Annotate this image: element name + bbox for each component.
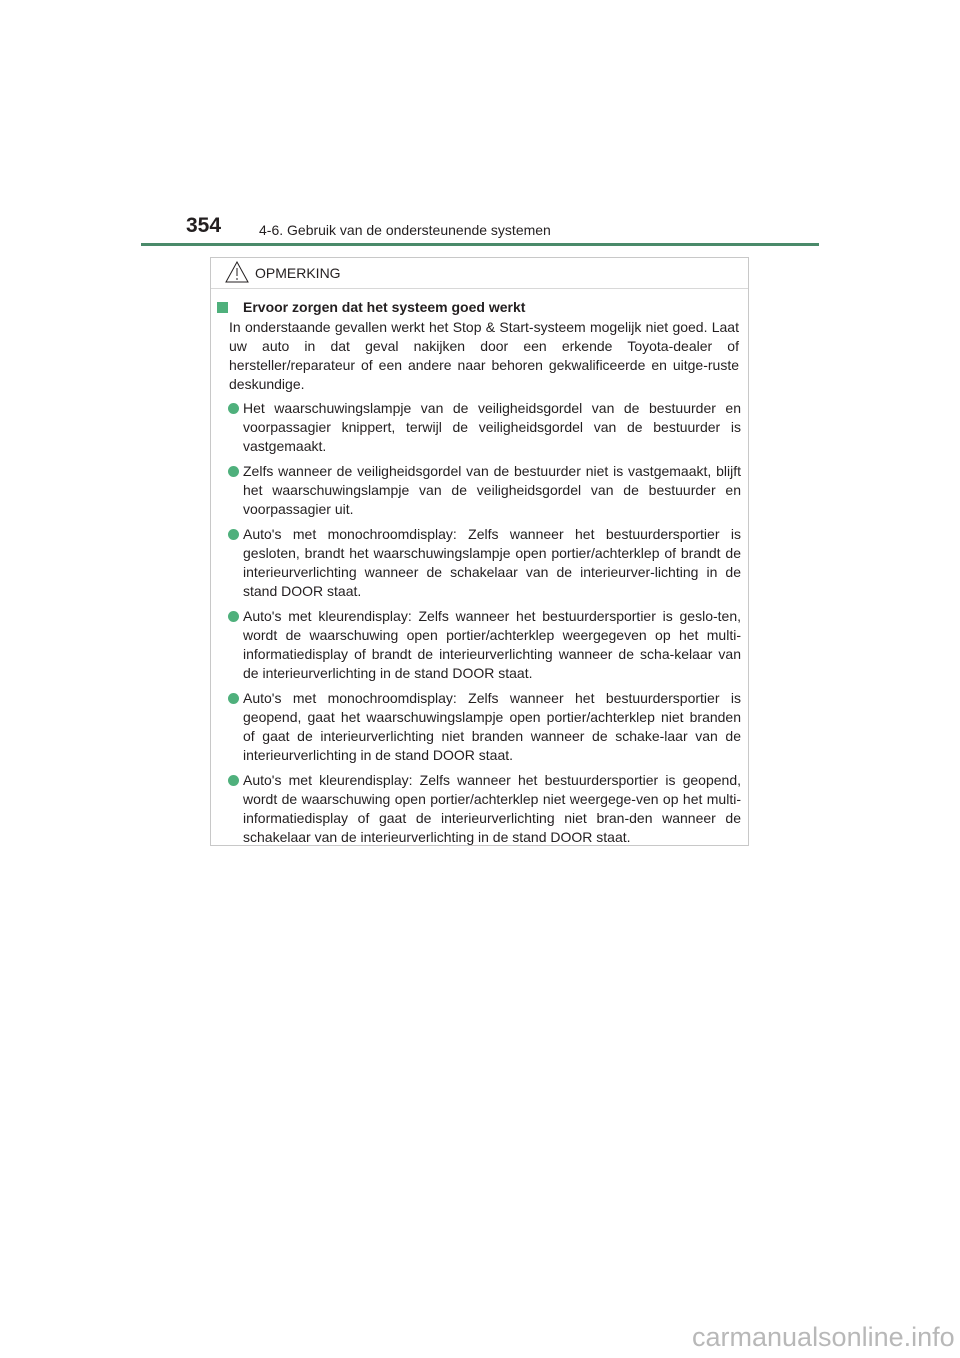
- notice-heading: [211, 298, 748, 317]
- section-title: 4-6. Gebruik van de ondersteunende systemen: [259, 222, 551, 238]
- notice-heading-text: Ervoor zorgen dat het systeem goed werkt: [243, 299, 526, 315]
- circle-bullet-icon: [228, 611, 239, 622]
- circle-bullet-icon: [228, 403, 239, 414]
- list-item: [211, 525, 748, 601]
- list-item: [211, 462, 748, 519]
- circle-bullet-icon: [228, 693, 239, 704]
- notice-box: [210, 257, 749, 846]
- list-item: [211, 689, 748, 765]
- list-item-text: Het waarschuwingslampje van de veiligheidsgordel van de bestuurder en voorpassagier knippert, terwijl de veiligheidsgordel van de bestuurder is vastgemaakt.: [243, 400, 741, 454]
- header-rule: [141, 243, 819, 246]
- list-item-text: Auto's met monochroomdisplay: Zelfs wanneer het bestuurdersportier is geopend, gaat het waarschuwingslampje open portier/achterklep niet branden of gaat de interieurverlichting niet branden wanneer de schake-laar van de interieurverlichting in de stand DOOR staat.: [243, 690, 741, 763]
- list-item: [211, 607, 748, 683]
- list-item: [211, 399, 748, 456]
- list-item-text: Auto's met kleurendisplay: Zelfs wanneer het bestuurdersportier is geslo-ten, wordt de waarschuwing open portier/achterklep weergegeven op het multi-informatiedisplay of brandt de interieurverlichting wanneer de scha-kelaar van de interieurverlichting in de stand DOOR staat.: [243, 608, 741, 681]
- list-item-text: Zelfs wanneer de veiligheidsgordel van de bestuurder niet is vastgemaakt, blijft het waarschuwingslampje van de veiligheidsgordel van de bestuurder en voorpassagier uit.: [243, 463, 741, 517]
- notice-title: OPMERKING: [255, 265, 341, 281]
- warning-triangle-icon: [225, 261, 249, 283]
- circle-bullet-icon: [228, 466, 239, 477]
- square-bullet-icon: [217, 302, 228, 313]
- notice-list: [211, 399, 748, 847]
- list-item-text: Auto's met monochroomdisplay: Zelfs wanneer het bestuurdersportier is gesloten, brandt het waarschuwingslampje open portier/achterklep of brandt de interieurverlichting wanneer de schakelaar van de interieurver-lichting in de stand DOOR staat.: [243, 526, 741, 599]
- notice-body: [211, 298, 748, 853]
- notice-intro: In onderstaande gevallen werkt het Stop & Start-systeem mogelijk niet goed. Laat uw auto in dat geval nakijken door een erkende Toyota-dealer of hersteller/reparateur of een andere naar behoren gekwalificeerde en uitge-ruste deskundige.: [229, 319, 739, 392]
- notice-header: [211, 258, 748, 289]
- list-item: [211, 771, 748, 847]
- circle-bullet-icon: [228, 775, 239, 786]
- circle-bullet-icon: [228, 529, 239, 540]
- watermark-text: carmanualsonline.info: [692, 1322, 955, 1352]
- list-item-text: Auto's met kleurendisplay: Zelfs wanneer het bestuurdersportier is geopend, wordt de waarschuwing open portier/achterklep niet weergege-ven op het multi-informatiedisplay of gaat de interieurverlichting niet bran-den wanneer de schakelaar van de interieurverlichting in de stand DOOR staat.: [243, 772, 741, 845]
- page-number: 354: [186, 214, 222, 237]
